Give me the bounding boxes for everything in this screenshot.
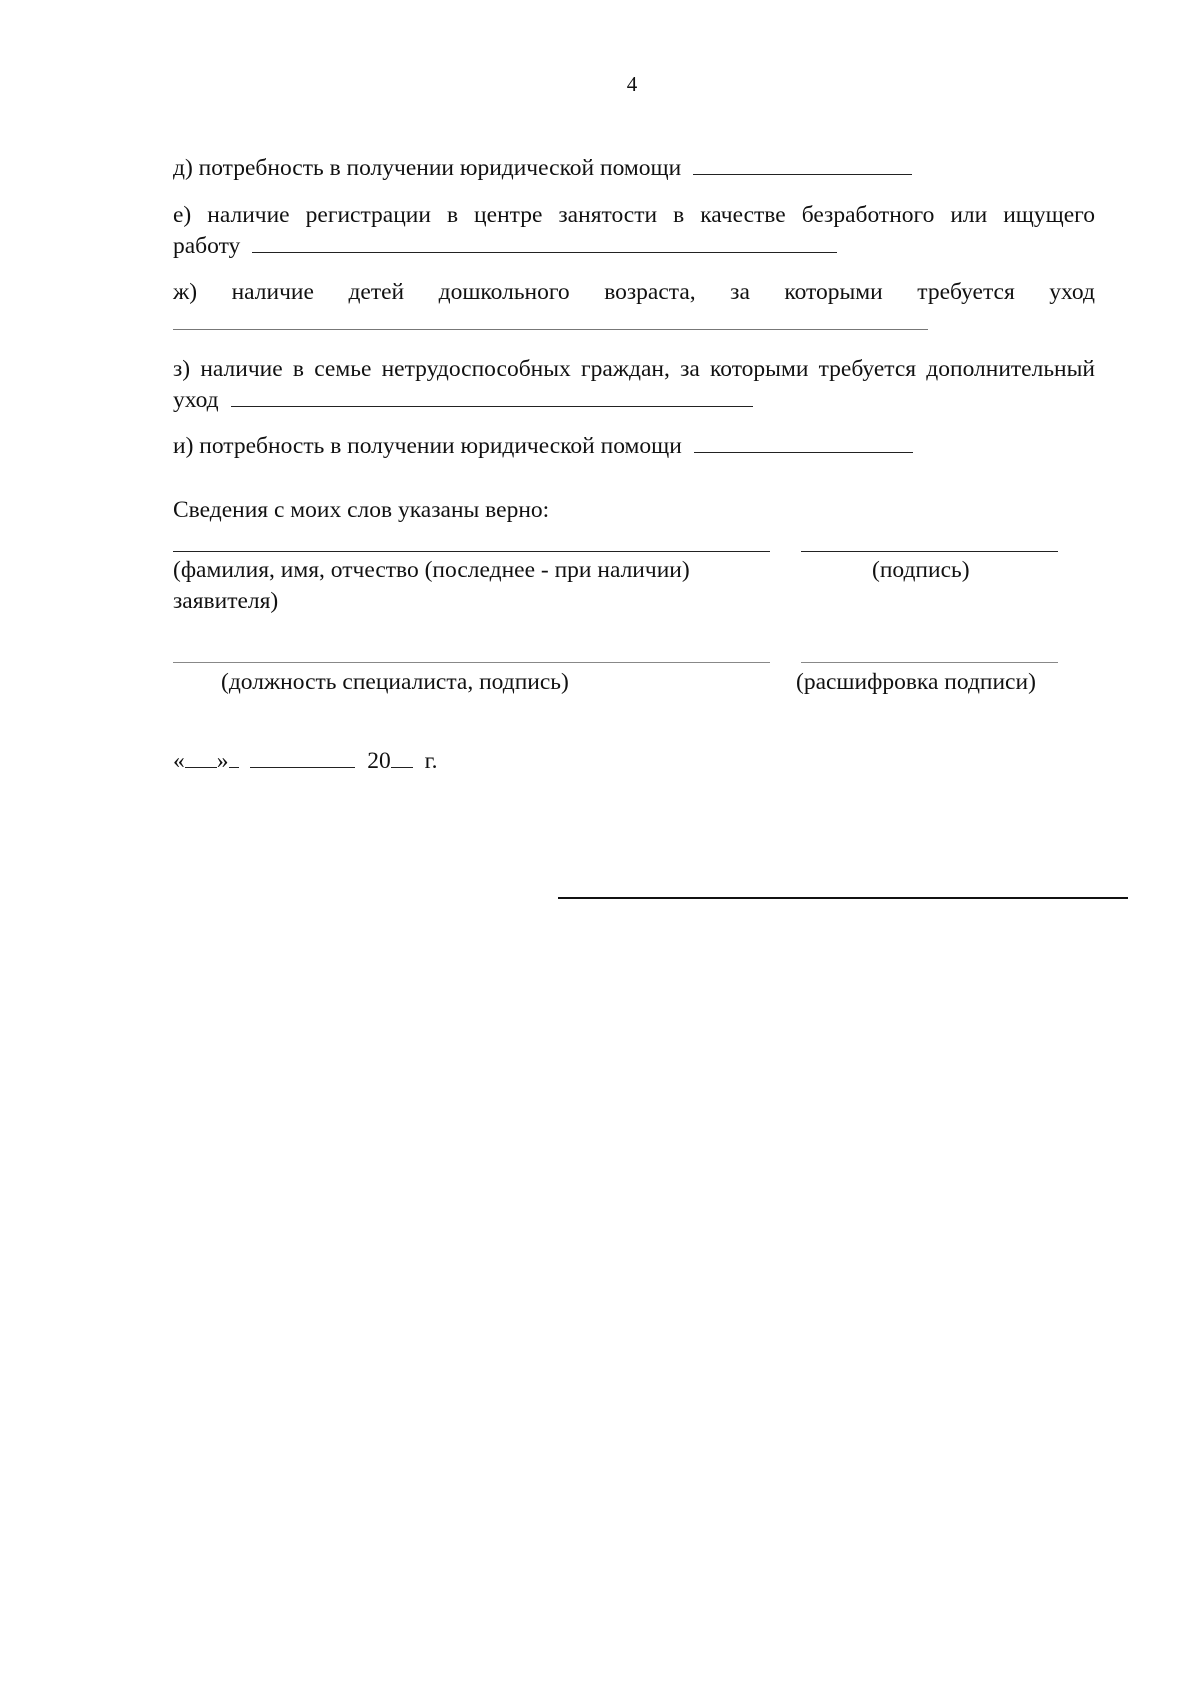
item-zh-word: требуется <box>917 279 1015 305</box>
item-d <box>173 153 1095 184</box>
specialist-decode-line[interactable] <box>801 662 1058 663</box>
item-e <box>173 200 1095 262</box>
item-z <box>173 354 1095 416</box>
applicant-name-caption <box>173 555 773 617</box>
item-i-text: и) потребность в получении юридической помощи <box>173 433 682 459</box>
date-year-blank[interactable] <box>391 746 413 768</box>
item-e-line1: е) наличие регистрации в центре занятости в качестве безработного или ищущего <box>173 202 1095 228</box>
specialist-decode-caption: (расшифровка подписи) <box>796 669 1036 695</box>
item-e-blank[interactable] <box>252 231 837 253</box>
confirmation-label: Сведения с моих слов указаны верно: <box>173 497 550 523</box>
date-close-quote: » <box>216 748 229 774</box>
date-row <box>173 746 438 777</box>
item-zh-words <box>173 277 1095 308</box>
specialist-position-caption: (должность специалиста, подпись) <box>221 669 569 695</box>
item-zh-word: которыми <box>784 279 883 305</box>
applicant-caption-line2: заявителя) <box>173 588 279 614</box>
date-open-quote: « <box>173 748 185 774</box>
date-gap-blank <box>229 746 239 768</box>
date-year-prefix: 20 <box>367 748 391 774</box>
item-i-blank[interactable] <box>694 431 913 453</box>
page-number: 4 <box>626 72 638 96</box>
item-zh-word: за <box>730 279 750 305</box>
applicant-name-line[interactable] <box>173 551 770 552</box>
signature-caption: (подпись) <box>872 557 970 583</box>
item-z-line2: уход <box>173 387 219 413</box>
date-month-blank[interactable] <box>250 746 355 768</box>
item-zh-word: наличие <box>231 279 314 305</box>
item-zh-word: детей <box>348 279 405 305</box>
item-zh-word: уход <box>1049 279 1095 305</box>
item-z-line1: з) наличие в семье нетрудоспособных граждан, за которыми требуется дополнительный <box>173 356 1095 382</box>
applicant-signature-line[interactable] <box>801 551 1058 552</box>
item-z-blank[interactable] <box>231 385 753 407</box>
item-z-line2-row <box>173 385 1095 416</box>
specialist-position-line[interactable] <box>173 662 770 663</box>
item-d-blank[interactable] <box>693 153 912 175</box>
item-zh-word: ж) <box>173 279 198 305</box>
applicant-caption-line1: (фамилия, имя, отчество (последнее - при наличии) <box>173 557 690 583</box>
item-zh-blank[interactable] <box>173 329 928 330</box>
item-d-text: д) потребность в получении юридической помощи <box>173 155 682 181</box>
item-e-line2-row <box>173 231 1095 262</box>
date-day-blank[interactable] <box>185 746 217 768</box>
item-zh <box>173 277 1095 308</box>
end-rule <box>558 897 1128 899</box>
item-i <box>173 431 1095 462</box>
item-zh-word: возраста, <box>604 279 696 305</box>
item-zh-word: дошкольного <box>438 279 570 305</box>
item-e-line2: работу <box>173 233 241 259</box>
date-year-suffix: г. <box>424 748 438 774</box>
